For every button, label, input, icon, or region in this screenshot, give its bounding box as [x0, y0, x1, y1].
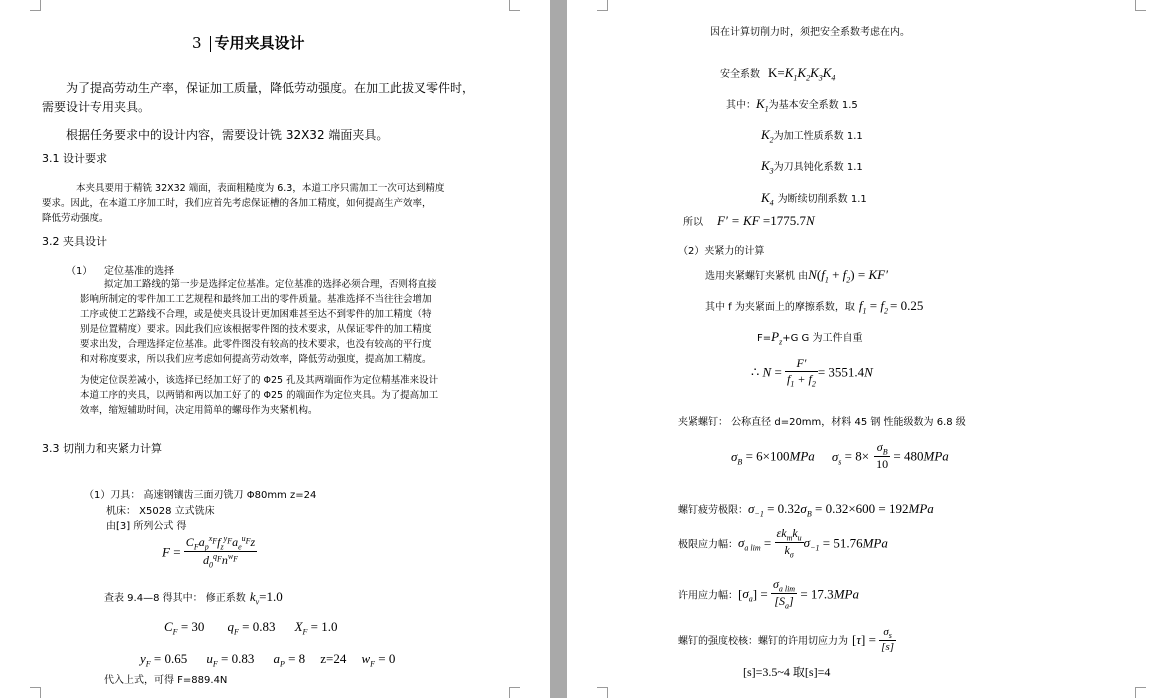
body-text-line: 工序或使工艺路线不合理，或是使夹具设计更加困难甚至达不到零件的加工精度（特: [80, 309, 432, 320]
allowable-stress-line: 许用应力幅：$[\sigma_a]$ = $\frac{\sigma_{a lim}}{[S_a]}$ = 17.3MPa: [678, 577, 859, 611]
page-corner-mark: [30, 0, 41, 11]
friction-text: 其中 f 为夹紧面上的摩擦系数，取: [705, 302, 855, 313]
body-text-line: 本夹具要用于精铣 32X32 端面，表面粗糙度为 6.3，本道工序只需加工一次可达到精度: [76, 183, 445, 194]
friction-line: 其中 f 为夹紧面上的摩擦系数，取 $f_1 = f_2 = 0.25$: [705, 298, 924, 316]
k3-description: 为刀具钝化系数 1.1: [773, 162, 863, 173]
page-corner-mark: [509, 0, 520, 11]
body-text-line: 影响所制定的零件加工工艺规程和最终加工出的零件质量。基准选择不当往往会增加: [80, 294, 432, 305]
coefficient-line: $C_F = 30$ $q_F = 0.83$ $X_F = 1.0$: [164, 619, 338, 637]
body-text-line: 效率，缩短辅助时间，决定用简单的螺母作为夹紧机构。: [80, 405, 318, 416]
fatigue-limit-line: 螺钉疲劳极限：$\sigma_{-1} = 0.32\sigma_B = 0.32\times 600 = 192MPa$: [678, 501, 934, 519]
section-heading: 3.2 夹具设计: [42, 235, 107, 248]
limit-stress-line: 极限应力幅：$\sigma_{a lim}$ = $\frac{\varepsilon k_mk_u}{k_\sigma}$ $\sigma_{-1} = 51.76MPa$: [678, 526, 888, 560]
kv-value: =1.0: [259, 589, 283, 604]
body-text-line: 要求。因此，在本道工序加工时，我们应首先考虑保证槽的各加工精度，如何提高生产效率，: [42, 198, 432, 209]
page-corner-mark: [1135, 0, 1146, 11]
body-text-line: 别是位置精度）要求。因此我们应该根据零件图的技术要求，从保证零件的加工精度: [80, 324, 432, 335]
cutting-force-formula: F = $\frac{C_Fa_p^{x_F}f_z^{y_F}a_e^{u_F}z}{d_0^{q_F}n^{w_F}}$: [162, 534, 256, 570]
body-text-line: 要求出发，合理选择定位基准。此零件图没有较高的技术要求，也没有较高的平行度: [80, 339, 432, 350]
strength-check-line: 螺钉的强度校核：螺钉的许用切应力为 [τ] = $\frac{\sigma_s}{[s]}$: [678, 626, 895, 654]
result-line: 代入上式，可得 F=889.4N: [104, 675, 228, 686]
clamp-heading: （2）夹紧力的计算: [678, 246, 765, 257]
safety-s-line: [s]=3.5~4 取[s]=4: [743, 665, 831, 679]
k-prefix: 其中：: [726, 100, 756, 111]
total-force-line: 所以 F′ = KF =1775.7N: [683, 213, 815, 228]
safety-factor-line: 安全系数 $K=K_1K_2K_3K_4$: [720, 65, 836, 83]
body-text-line: 本道工序的夹具，以两销和两以加工好了的 Φ25 的端面作为定位夹具。为了提高加工: [80, 390, 439, 401]
k4-line: $K_4$ 为断续切削系数 1.1: [761, 190, 867, 208]
check-label: 螺钉的强度校核：螺钉的许用切应力为: [678, 636, 848, 648]
total-force-value: =1775.7: [762, 213, 807, 228]
body-text-line: 降低劳动强度。: [42, 213, 109, 224]
k1-line: 其中：$K_1$为基本安全系数 1.5: [726, 96, 858, 114]
document-page-right: [567, 0, 1166, 698]
clamp-n-formula: ∴ N = $\frac{F'}{f_1 + f_2}$ = 3551.4N: [751, 356, 873, 389]
body-text-line: 和对称度要求，所以我们应考虑如何提高劳动效率，降低劳动强度，提高加工精度。: [80, 354, 432, 365]
k1-description: 为基本安全系数 1.5: [768, 100, 858, 111]
page-corner-mark: [30, 687, 41, 698]
table-lookup-text: 查表 9.4—8 得其中： 修正系数: [104, 593, 246, 604]
clamp-n-value: = 3551.4: [817, 364, 865, 380]
fatigue-label: 螺钉疲劳极限：: [678, 505, 748, 516]
page-corner-mark: [597, 687, 608, 698]
fp-text: +G G 为工件自重: [782, 333, 863, 344]
allow-label: 许用应力幅：: [678, 590, 738, 602]
chapter-title: 专用夹具设计: [214, 34, 305, 52]
k2-line: $K_2$为加工性质系数 1.1: [761, 127, 863, 145]
so-label: 所以: [683, 217, 703, 228]
safety-label: 安全系数: [720, 69, 760, 80]
list-item-title: 定位基准的选择: [104, 266, 174, 277]
list-item-number: （1）: [66, 266, 93, 277]
intro-paragraph: 根据任务要求中的设计内容，需要设计铣 32X32 端面夹具。: [66, 128, 389, 142]
fp-label: F=: [757, 333, 772, 344]
sigma-formula: $\sigma_B = 6\times 100MPa$ $\sigma_s = 8\times$ $\frac{\sigma_B}{10}$ = 480MPa: [731, 440, 949, 472]
document-page-left: [0, 0, 550, 698]
page-corner-mark: [597, 0, 608, 11]
clamp-text: 选用夹紧螺钉夹紧机 由: [705, 271, 809, 282]
page-corner-mark: [509, 687, 520, 698]
body-text-line: 为使定位误差减小，该选择已经加工好了的 Φ25 孔及其两端面作为定位精基准来设计: [80, 375, 439, 386]
friction-value: = 0.25: [889, 298, 924, 313]
section-heading: 3.1 设计要求: [42, 152, 107, 165]
k4-description: 为断续切削系数 1.1: [777, 194, 867, 205]
limit-label: 极限应力幅：: [678, 539, 738, 551]
chapter-heading: [192, 32, 305, 53]
tool-line: （1）刀具： 高速钢镶齿三面刃铣刀 Φ80mm z=24: [84, 490, 317, 501]
chapter-number: 3: [192, 34, 202, 52]
body-text-line: 拟定加工路线的第一步是选择定位基准。定位基准的选择必须合理，否则将直接: [104, 279, 437, 290]
clamp-line: 选用夹紧螺钉夹紧机 由$N(f_1 + f_2) = KF'$: [705, 267, 888, 285]
formula-intro: 由[3] 所列公式 得: [106, 521, 187, 532]
screw-spec-line: 夹紧螺钉： 公称直径 d=20mm，材料 45 钢 性能级数为 6.8 级: [678, 417, 966, 428]
clamp-force-line: $F=P_z+G$ G 为工件自重: [757, 329, 863, 347]
table-lookup-line: 查表 9.4—8 得其中： 修正系数 $k_v=1.0$: [104, 589, 283, 607]
k2-description: 为加工性质系数 1.1: [773, 131, 863, 142]
text-cursor: [210, 36, 211, 52]
machine-line: 机床： X5028 立式铣床: [106, 506, 215, 517]
k3-line: $K_3$为刀具钝化系数 1.1: [761, 158, 863, 176]
safety-note: 因在计算切削力时，须把安全系数考虑在内。: [710, 27, 910, 38]
section-heading: 3.3 切削力和夹紧力计算: [42, 442, 162, 455]
page-corner-mark: [1135, 687, 1146, 698]
intro-paragraph-line: 需要设计专用夹具。: [42, 100, 151, 114]
intro-paragraph-line: 为了提高劳动生产率，保证加工质量，降低劳动强度。在加工此拔叉零件时，: [66, 81, 475, 95]
coefficient-line: $y_F = 0.65$ $u_F = 0.83$ $a_P = 8$ z=24 $w_F = 0$: [140, 651, 396, 669]
